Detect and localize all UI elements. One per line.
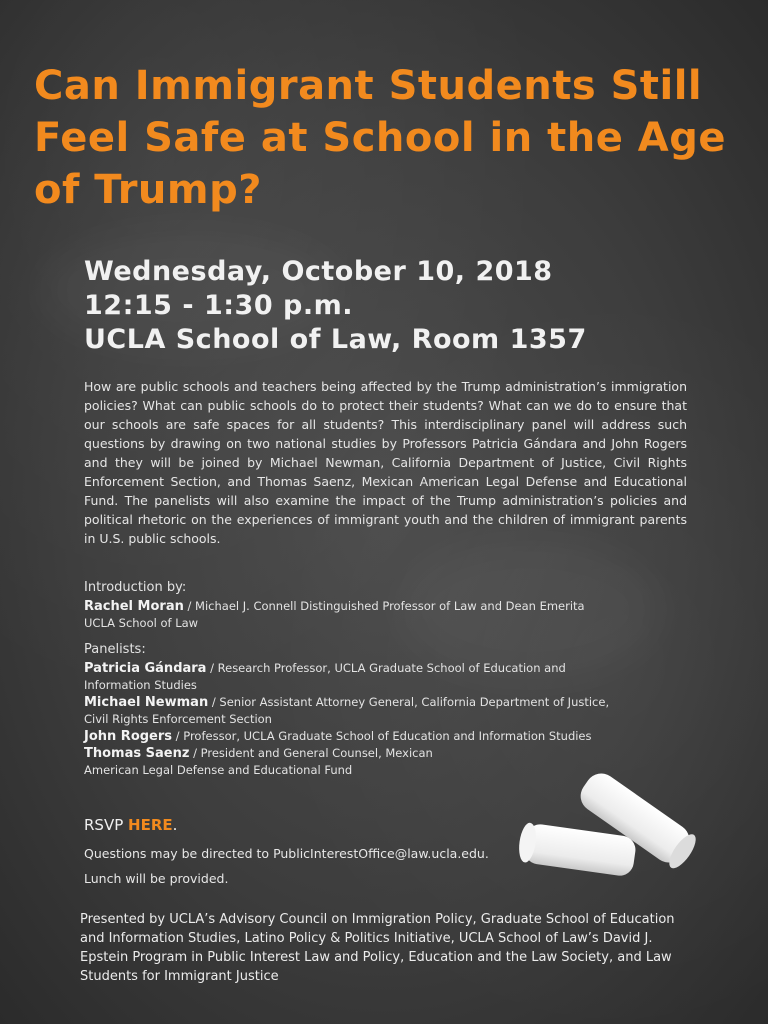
introducer-affiliation: UCLA School of Law [84, 616, 199, 630]
rsvp-label: RSVP [84, 816, 129, 834]
presented-by: Presented by UCLA’s Advisory Council on Immigration Policy, Graduate School of Education and Information Studies, Latino Policy & Politics Initiative, UCLA School of Law’s David J. Epstein Program in Public Interest Law and Policy, Education and the Law Society, and Law Students for Immigrant Justice [80, 912, 675, 984]
introducer-line [84, 598, 674, 615]
introducer-role: / Michael J. Connell Distinguished Professor of Law and Dean Emerita [183, 599, 585, 613]
questions-period: . [484, 846, 489, 861]
panelist-role: / Research Professor, UCLA Graduate School of Education and [206, 661, 566, 675]
rsvp-period: . [172, 816, 178, 834]
poster-title: Can Immigrant Students Still Feel Safe at School in the Age of Trump? [34, 63, 726, 213]
panelist-role: / Professor, UCLA Graduate School of Education and Information Studies [172, 729, 592, 743]
panelist-line [84, 694, 674, 711]
event-description: How are public schools and teachers being affected by the Trump administration’s immigration policies? What can public schools do to protect their students? What can we do to ensure that our schools are safe spaces for all students? This interdisciplinary panel will address such questions by drawing on two national studies by Professors Patricia Gándara and John Rogers and they will be joined by Michael Newman, California Department of Justice, Civil Rights Enforcement Section, and Thomas Saenz, Mexican American Legal Defense and Educational Fund. The panelists will also examine the impact of the Trump administration’s policies and political rhetoric on the experiences of immigrant youth and the children of immigrant parents in U.S. public schools. [84, 379, 687, 546]
introduction-heading: Introduction by: [84, 580, 187, 595]
introducer-name: Rachel Moran [84, 599, 184, 614]
panelist-name: Michael Newman [84, 695, 209, 710]
event-date: Wednesday, October 10, 2018 [84, 256, 553, 287]
panelist-role-cont: Civil Rights Enforcement Section [84, 712, 272, 726]
panelist-name: Thomas Saenz [84, 746, 190, 761]
event-details [84, 255, 704, 357]
contact-email-link[interactable]: PublicInterestOffice@law.ucla.edu [273, 846, 485, 861]
event-location: UCLA School of Law, Room 1357 [84, 324, 587, 355]
rsvp-line [84, 816, 177, 834]
chalk-icon [510, 760, 750, 900]
panelist-line [84, 728, 674, 745]
panelist-role-cont: Information Studies [84, 678, 197, 692]
lunch-note: Lunch will be provided. [84, 871, 229, 886]
panelists-heading: Panelists: [84, 642, 146, 657]
panelist-role: / President and General Counsel, Mexican [189, 746, 433, 760]
panelist-name: Patricia Gándara [84, 661, 207, 676]
rsvp-link[interactable]: HERE [128, 816, 173, 834]
panelist-line [84, 660, 674, 677]
panelist-role: / Senior Assistant Attorney General, California Department of Justice, [208, 695, 610, 709]
event-time: 12:15 - 1:30 p.m. [84, 290, 353, 321]
panelist-role-cont: American Legal Defense and Educational Fund [84, 763, 353, 777]
questions-text: Questions may be directed to [84, 846, 274, 861]
speakers-section [84, 578, 674, 779]
panelist-name: John Rogers [84, 729, 173, 744]
questions-line [84, 846, 489, 861]
